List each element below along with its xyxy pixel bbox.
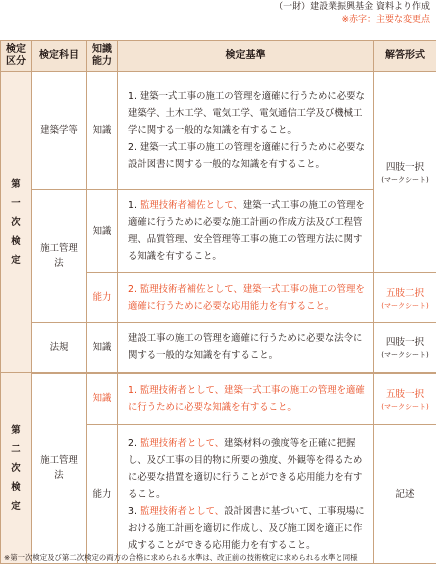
stage2-label: 第二次検定 — [1, 373, 32, 564]
subject-law: 法規 — [32, 323, 87, 373]
table-row — [1, 190, 436, 273]
capability-construction-knowledge: 知識 — [87, 190, 118, 273]
header-criteria: 検定基準 — [118, 41, 374, 72]
format-law: 四肢一択 (マークシート) — [374, 323, 436, 373]
format-stage2-knowledge: 五肢一択 (マークシート) — [374, 373, 436, 425]
header-format: 解答形式 — [374, 41, 436, 72]
stage1-label: 第一次検定 — [1, 72, 32, 373]
criteria-building-2: 2. 建築一式工事の施工の管理を適確に行うために必要な設計図書に関する一般的な知識を有すること。 — [128, 142, 365, 170]
exam-criteria-table — [0, 40, 436, 564]
table-row — [1, 323, 436, 373]
footnote: ※第一次検定及び第二次検定の両方の合格に求められる水準は、改正前の技術検定に求められる水準と同様 — [4, 553, 358, 562]
capability-law: 知識 — [87, 323, 118, 373]
criteria-building-1: 1. 建築一式工事の施工の管理を適確に行うために必要な建築学、土木工学、電気工学、電気通信工学及び機械工学に関する一般的な知識を有すること。 — [128, 91, 365, 136]
criteria-stage2-ability-2: 2. 監理技術者として、建築材料の強度等を正確に把握し、及び工事の目的物に所要の強度、外観等を得るために必要な措置を適切に行うことができる応用能力を有すること。 — [128, 437, 363, 500]
header-capability: 知識能力 — [87, 41, 118, 72]
header-stage: 検定区分 — [1, 41, 32, 72]
table-row — [1, 373, 436, 425]
criteria-building — [118, 72, 374, 190]
criteria-stage2-ability-3: 3. 監理技術者として、設計図書に基づいて、工事現場における施工計画を適切に作成し、及び施工図を適正に作成することができる応用能力を有すること。 — [128, 505, 365, 551]
criteria-stage2-ability — [118, 425, 374, 564]
header-subject: 検定科目 — [32, 41, 87, 72]
criteria-construction-knowledge: 1. 監理技術者補佐として、建築一式工事の施工の管理を適確に行うために必要な施工計画の作成方法及び工程管理、品質管理、安全管理等工事の施工の管理方法に関する知識を有すること。 — [118, 190, 374, 273]
capability-stage2-knowledge: 知識 — [87, 373, 118, 425]
criteria-stage2-knowledge: 1. 監理技術者として、建築一式工事の施工の管理を適確に行うために必要な知識を有すること。 — [118, 373, 374, 425]
highlight-change: 監理技術者として、 — [139, 437, 225, 449]
source-note: （一財）建設業振興基金 資料より作成 — [274, 2, 430, 12]
capability-stage2-ability: 能力 — [87, 425, 118, 564]
subject-construction: 施工管理法 — [32, 190, 87, 323]
subject-stage2: 施工管理法 — [32, 373, 87, 564]
table-header-row — [1, 41, 436, 72]
legend-note: ※赤字：主要な変更点 — [341, 15, 430, 25]
capability-building: 知識 — [87, 72, 118, 190]
format-stage1-upper: 四肢一択 (マークシート) — [374, 72, 436, 273]
criteria-construction-ability: 2. 監理技術者補佐として、建築一式工事の施工の管理を適確に行うために必要な応用能力を有すること。 — [118, 273, 374, 323]
subject-building: 建築学等 — [32, 72, 87, 190]
criteria-law: 建設工事の施工の管理を適確に行うために必要な法令に関する一般的な知識を有すること。 — [118, 323, 374, 373]
capability-construction-ability: 能力 — [87, 273, 118, 323]
highlight-change: 監理技術者補佐として、 — [139, 200, 243, 211]
highlight-change: 監理技術者として、 — [139, 505, 225, 517]
format-stage2-ability: 記述 — [374, 425, 436, 564]
table-row — [1, 72, 436, 190]
format-construction-ability: 五肢二択 (マークシート) — [374, 273, 436, 323]
